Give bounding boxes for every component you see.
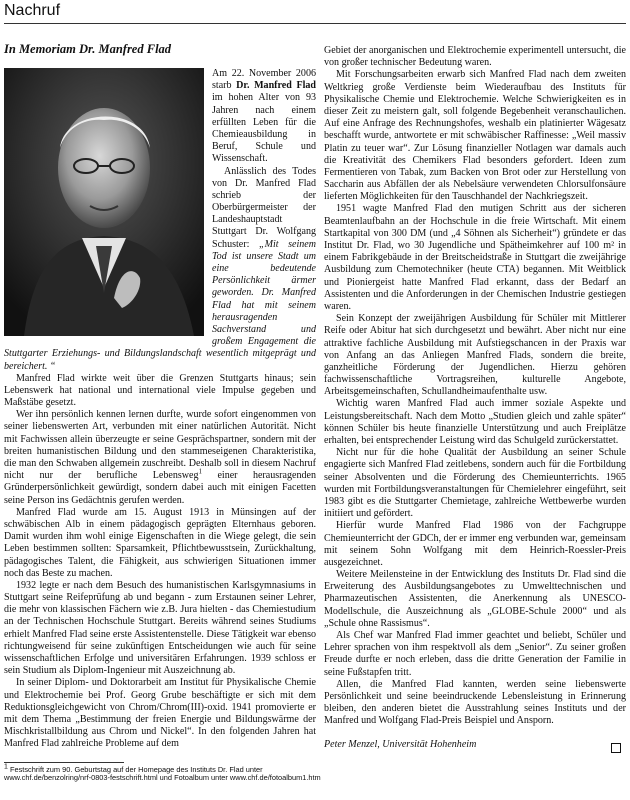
footnote	[4, 763, 324, 783]
body-paragraph: Allen, die Manfred Flad kannten, werden seine liebenswerte Persönlichkeit und seine beeindruckende Lebensleistung in Erinnerung bleiben, den anderen bietet die Ausstrahlung seines Instituts und der Manfred und Wolfgang Flad-Preis Beispiel und Ansporn.	[324, 678, 626, 727]
body-paragraph: Als Chef war Manfred Flad immer geachtet und beliebt, Schüler und Lehrer sprachen von ihm respektvoll als dem „Senior“. Zu seiner großen Freude durfte er noch erleben, dass die dritte Generation der Familie in seine Fußstapfen tritt.	[324, 630, 626, 678]
footnote-ref: 1	[198, 467, 202, 476]
article-headline: In Memoriam Dr. Manfred Flad	[4, 42, 172, 56]
body-paragraph: Hierfür wurde Manfred Flad 1986 von der Fachgruppe Chemieunterricht der GDCh, der er immer eng verbunden war, gemeinsam mit seinem Sohn Wolfgang mit dem Heinrich-Roessler-Preis ausgezeichnet.	[324, 520, 626, 568]
body-text: einer herausragenden Gründerpersönlichkeit gewürdigt, sondern dabei auch mit einigen Facetten seine Person ins Gedächtnis gerufen werden.	[4, 470, 316, 506]
author-signature: Peter Menzel, Universität Hohenheim	[324, 738, 477, 750]
footnote-text: Festschrift zum 90. Geburtstag auf der Homepage des Instituts Dr. Flad unter www.chf.de/benzolring/nrf-0803-festschrift.html und Fotoalbum unter www.chf.de/fotoalbum1.htm	[4, 765, 321, 783]
section-title: Nachruf	[4, 2, 61, 19]
intro-text-end: im hohen Alter von 93 Jahren nach einem erfüllten Leben für die Chemieausbildung in Beruf, Schule und Wissenschaft.	[212, 92, 316, 165]
mayor-quote: „Mit seinem Tod ist unsere Stadt um eine bedeutende Persönlichkeit ärmer geworden. Dr. Manfred Flad hat mit seinem herausragenden Sachverstand und großem Engagement die Stuttgarter Erziehungs- und Bildungslandschaft wesentlich mitgeprägt und bereichert. “	[4, 238, 317, 372]
body-paragraph: 1932 legte er nach dem Besuch des humanistischen Karlsgymnasiums in Stuttgart seine Reifeprüfung ab und begann - zum Erstaunen seiner Lehrer, die mehr von klassischen Fächern wie z.B. Jura hielten - das Chemiestudium an der Technischen Hochschule Stuttgart. Bereits während seines Studiums erhielt Manfred Flad seine erste Assistentenstelle. Diese Tätigkeit war ebenso richtungweisend für seine zukünftigen Entscheidungen wie auch für seine wissenschaftlichen Erfolge und universitären Erfahrungen. 1939 schloss er sein Studium als Diplom-Ingenieur mit Auszeichnung ab.	[4, 579, 316, 677]
body-paragraph: Manfred Flad wurde am 15. August 1913 in Münsingen auf der schwäbischen Alb in einem pädagogisch geprägten Elternhaus geboren. Damit wurden ihm wohl einige Eigenschaften in die Wiege gelegt, die sein Leben bestimmen sollten: Sparsamkeit, Pflichtbewusstsein, Zurückhaltung, pädagogisches Talent, die Fähigkeit, aus schwierigen Situationen immer noch das Beste zu machen.	[4, 506, 316, 579]
body-paragraph: Mit Forschungsarbeiten erwarb sich Manfred Flad nach dem zweiten Weltkrieg große Verdienste beim Wiederaufbau des Instituts für Physikalische Chemie und Elektrochemie. Welche Schwierigkeiten es in dieser Zeit zu meistern galt, soll folgende Begebenheit veranschaulichen. Auf eine Anfrage des Rechnungshofes, weshalb ein platinierter Wägesatz beschafft wurde, antwortete er mit schwäbischer Raffinesse: „Weil massiv Platin zu teuer war“. Zur Lösung finanzieller Notlagen war damals auch die Kreativität des Chemikers Flad besonders gefordert. Ideen zum Fermentieren von Tabak, zum Backen von Brot oder zur Herstellung von Saccharin aus Abfällen der als Nebelsäure verwendeten Chlorsulfonsäure lieferten Möglichkeiten für den Tauschhandel der Nachkriegszeit.	[324, 69, 626, 203]
left-column	[4, 68, 316, 751]
footnote-number: 1	[4, 763, 8, 771]
body-paragraph: Manfred Flad wirkte weit über die Grenzen Stuttgarts hinaus; sein Lebenswerk hat national und international viele Impulse gegeben und Maßstäbe gesetzt.	[4, 372, 316, 409]
body-paragraph: Wichtig waren Manfred Flad auch immer soziale Aspekte und Leistungsbereitschaft. Nach dem Motto „Studien gleich und zahle später“ können Schüler bis heute finanzielle Unterstützung und auch Freiplätze erhalten, bei entsprechender Leistung wird das Schulgeld zurückerstattet.	[324, 398, 626, 446]
body-paragraph: Gebiet der anorganischen und Elektrochemie experimentell untersucht, die von großer technischer Bedeutung waren.	[324, 45, 626, 69]
body-paragraph-with-footnote	[4, 409, 316, 507]
right-column	[324, 45, 626, 751]
intro-text: Am 22. November 2006 starb	[212, 68, 316, 92]
body-paragraph: Nicht nur für die hohe Qualität der Ausbildung an seiner Schule engagierte sich Manfred Flad zeitlebens, sondern auch für die Fortbildung seiner Absolventen und die Förderung des Chemieunterrichts. 1965 wurden mit Fortbildungsveranstaltungen für Chemielehrer eingeführt, seit 1983 gibt es die Stuttgarter Chemietage, zahlreiche Wettbewerbe wurden initiiert und gefördert.	[324, 447, 626, 520]
mayor-intro: Anlässlich des Todes von Dr. Manfred Flad schrieb der Oberbürgermeister der Landeshauptstadt Stuttgart Dr. Wolfgang Schuster:	[212, 165, 316, 250]
body-text: Wer ihn persönlich kennen lernen durfte, wurde sofort eingenommen von seiner liebenswerten Art, verbunden mit einer natürlichen Autorität. Nicht mit Fachwissen allein überzeugte er seine Gesprächspartner, sondern mit der breiten humanistischen Bildung und den stammeseigenen Charakteristika, die man den Schwaben allgemein zuschreibt. Deshalb soll in diesem Nachruf nicht nur der berufliche Lebensweg	[4, 409, 316, 482]
body-paragraph: Weitere Meilensteine in der Entwicklung des Instituts Dr. Flad sind die Erweiterung des Ausbildungsangebotes zu Umwelttechnischen und Pharmazeutischen Assistenten, die Anerkennung als UNESCO-Modellschule, die Auszeichnung als „GLOBE-Schule 2000“ und als „Schule ohne Rassismus“.	[324, 569, 626, 629]
end-of-article-icon	[611, 743, 621, 753]
footnote-rule	[4, 762, 124, 763]
body-paragraph: 1951 wagte Manfred Flad den mutigen Schritt aus der sicheren Beamtenlaufbahn an der Hochschule in die freie Wirtschaft. Mit einem Startkapital von 300 DM (und „4 Söhnen als Sicherheit“) gründete er das Institut Dr. Flad, wo 30 Jugendliche und Spätheimkehrer auf 100 m² in einem Fabrikgebäude in der Breitscheidstraße in Stuttgart die zweijährige Ausbildung zum Chemotechniker (heute CTA) begannen. Mit Weitblick und Pioniergeist hatte Manfred Flad erkannt, dass der Bedarf an Assistenten und die Anforderungen in der Chemischen Industrie gestiegen waren.	[324, 203, 626, 312]
portrait-photo	[4, 68, 204, 336]
body-paragraph: In seiner Diplom- und Doktorarbeit am Institut für Physikalische Chemie und Elektrochemie bei Prof. Georg Grube beschäftigte er sich mit dem Reduktionsgleichgewicht von Chrom/Chrom(III)-oxid. 1941 promovierte er mit dem Thema „Bestimmung der freien Energie und Bildungswärme der Mischkristallbildung aus Chrom und Nickel“. In den folgenden Jahren hat Manfred Flad zahlreiche Probleme auf dem	[4, 677, 316, 750]
deceased-name: Dr. Manfred Flad	[236, 80, 316, 92]
header-rule	[4, 23, 626, 24]
body-paragraph: Sein Konzept der zweijährigen Ausbildung für Schüler mit Mittlerer Reife oder Abitur hat sich durchgesetzt und bewährt. Aber nicht nur eine attraktive fachliche Ausbildung mit Aufstiegschancen in der Praxis war von Anfang an das Anliegen Manfred Flads, sondern die breite, ganzheitliche Förderung der Jugendlichen. Hierzu gehören fachwissenschaftliche Vortragsreihen, kulturelle Angebote, Arbeitsgemeinschaften, Schullandheimaufenthalte usw.	[324, 313, 626, 398]
